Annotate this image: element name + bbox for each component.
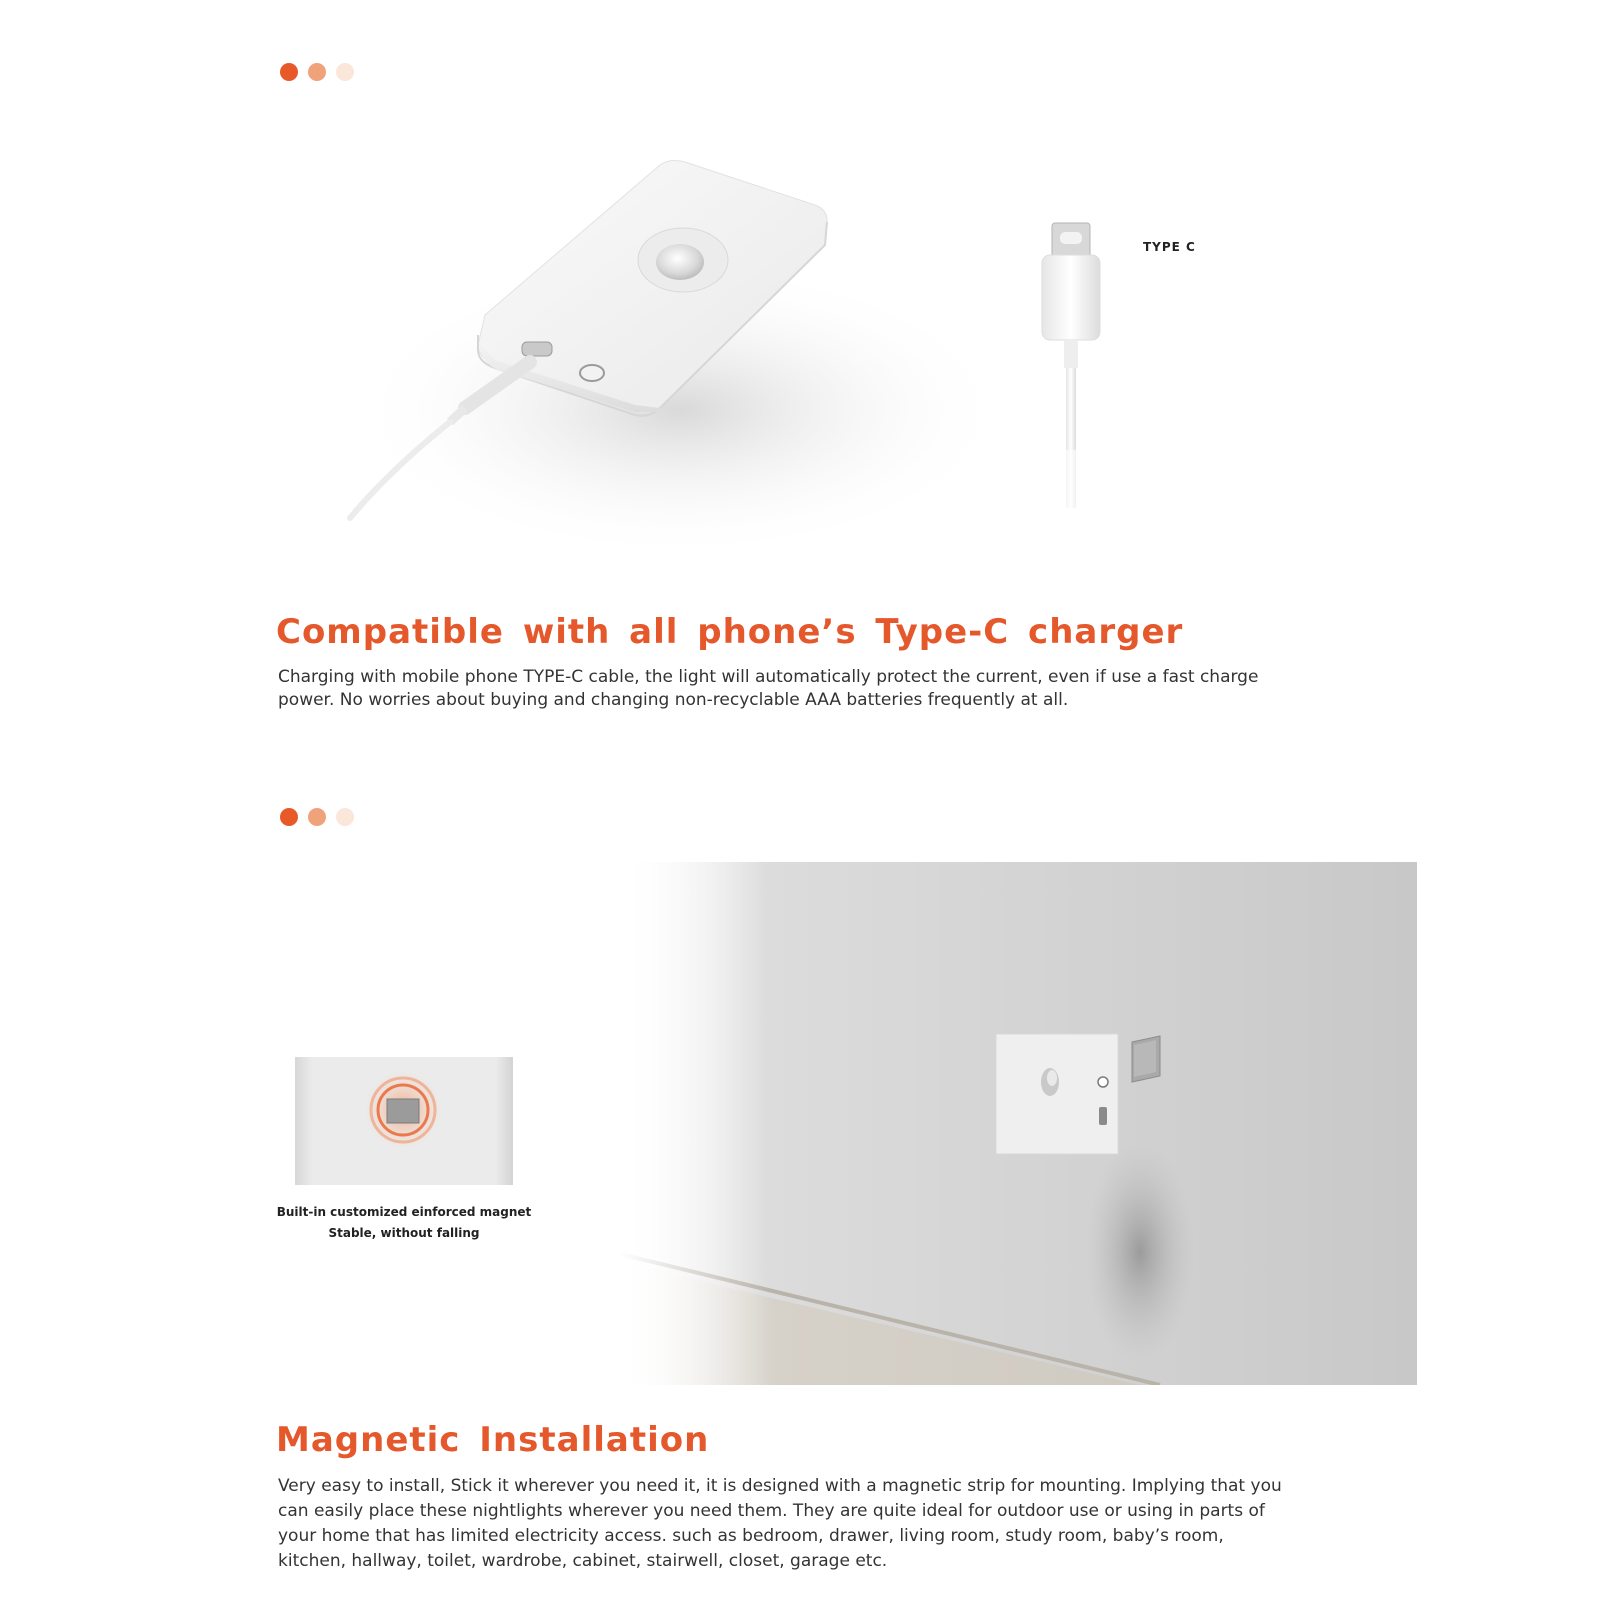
section-heading: Compatible with all phone’s Type-C charger	[276, 612, 1184, 652]
magnet-detail-illustration	[290, 1055, 520, 1187]
magnet-icon	[365, 1072, 441, 1148]
connector-label: TYPE C	[1143, 240, 1196, 254]
magnetic-metal-plate	[1132, 1036, 1160, 1082]
wall-mounted-scene	[620, 862, 1417, 1385]
wall-mounted-light-device	[996, 1034, 1118, 1154]
usb-type-c-connector	[1042, 223, 1100, 520]
dot-mid-icon	[308, 808, 326, 826]
caption-line-2: Stable, without falling	[328, 1226, 480, 1240]
dot-dark-icon	[280, 808, 298, 826]
section-dots-icon	[280, 808, 354, 826]
section-body-text: Very easy to install, Stick it wherever you need it, it is designed with a magnetic strip for mounting. Implying that you can easily place these nightlights wherever you need them. They are quite ideal for outdoor use or using in parts of your home that has limited electricity access. such as bedroom, drawer, living room, study room, baby’s room, kitchen, hallway, toilet, wardrobe, cabinet, stairwell, closet, garage etc.	[278, 1476, 1282, 1571]
dot-light-icon	[336, 63, 354, 81]
section-heading: Magnetic Installation	[276, 1420, 710, 1460]
dot-light-icon	[336, 808, 354, 826]
section-body-text: Charging with mobile phone TYPE-C cable, the light will automatically protect the current, even if use a fast charge power. No worries about buying and changing non-recyclable AAA batteries frequently at all.	[278, 667, 1259, 710]
product-charging-illustration	[330, 150, 1230, 570]
dot-mid-icon	[308, 63, 326, 81]
magnet-caption	[264, 1202, 544, 1244]
caption-line-1: Built-in customized einforced magnet	[276, 1205, 532, 1219]
dot-dark-icon	[280, 63, 298, 81]
section-dots-icon	[280, 63, 354, 81]
